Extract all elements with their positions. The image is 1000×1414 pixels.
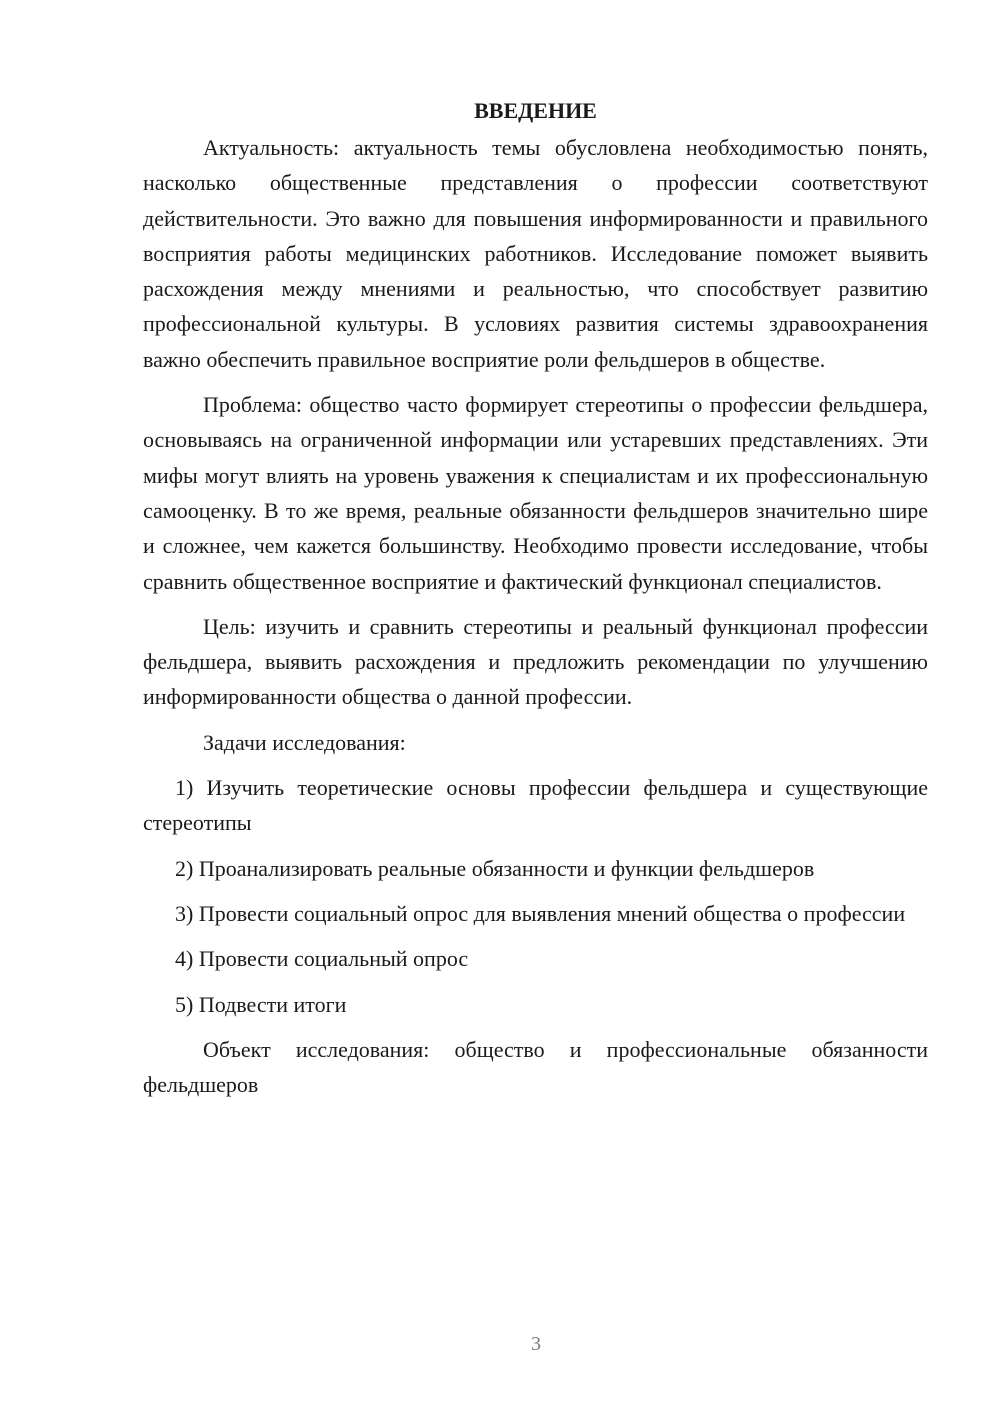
task-item: 3) Провести социальный опрос для выявления мнений общества о профессии (175, 900, 906, 926)
goal-paragraph: Цель: изучить и сравнить стереотипы и реальный функционал профессии фельдшера, выявить расхождения и предложить рекомендации по улучшению информированности общества о данной профессии. (143, 613, 928, 710)
task-item: 2) Проанализировать реальные обязанности и функции фельдшеров (175, 855, 815, 881)
section-title: ВВЕДЕНИЕ (474, 98, 597, 123)
tasks-heading: Задачи исследования: (203, 729, 406, 755)
page-content (143, 93, 928, 1112)
problem-paragraph: Проблема: общество часто формирует стереотипы о профессии фельдшера, основываясь на ограниченной информации или устаревших представлениях. Эти мифы могут влиять на уровень уважения к специалистам и их профессиональную самооценку. В то же время, реальные обязанности фельдшеров значительно шире и сложнее, чем кажется большинству. Необходимо провести исследование, чтобы сравнить общественное восприятие и фактический функционал специалистов. (143, 392, 928, 594)
task-item: 5) Подвести итоги (175, 991, 347, 1017)
task-item: 1) Изучить теоретические основы профессии фельдшера и существующие стереотипы (143, 775, 928, 836)
object-paragraph: Объект исследования: общество и профессиональные обязанности фельдшеров (143, 1036, 928, 1098)
task-item: 4) Провести социальный опрос (175, 946, 469, 972)
relevance-paragraph: Актуальность: актуальность темы обусловлена необходимостью понять, насколько общественные представления о профессии соответствуют действительности. Это важно для повышения информированности и правильного восприятия работы медицинских работников. Исследование поможет выявить расхождения между мнениями и реальностью, что способствует развитию профессиональной культуры. В условиях развития системы здравоохранения важно обеспечить правильное восприятие роли фельдшеров в обществе. (143, 135, 928, 372)
page-number: 3 (531, 1333, 541, 1355)
